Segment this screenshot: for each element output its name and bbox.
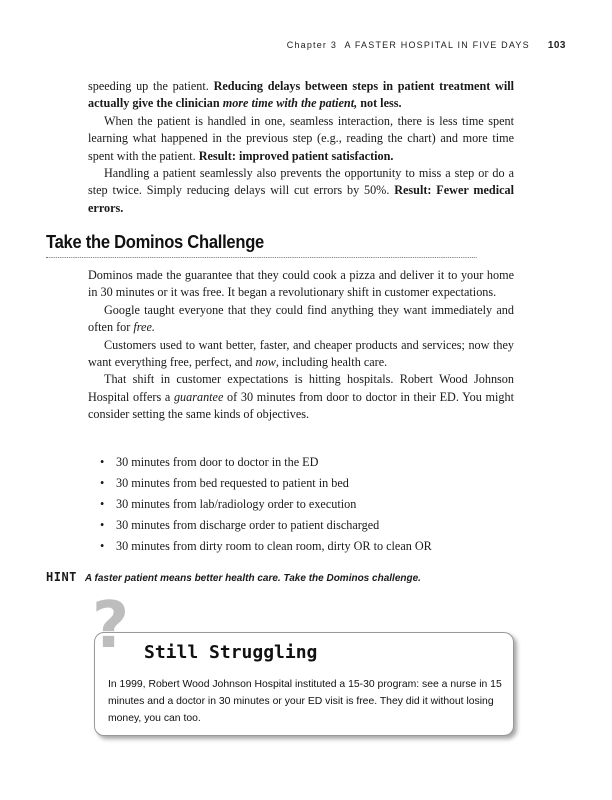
hint-label: HINT xyxy=(46,570,77,584)
page-number: 103 xyxy=(547,40,566,51)
section-heading: Take the Dominos Challenge xyxy=(46,232,477,258)
intro-text xyxy=(88,78,514,217)
list-item: • 30 minutes from dirty room to clean room, dirty OR to clean OR xyxy=(100,536,432,557)
bullet-list xyxy=(100,452,432,557)
section-paragraph-1: Dominos made the guarantee that they could cook a pizza and deliver it to your home in 30 minutes or it was free. It began a revolutionary shift in customer expectations. xyxy=(88,268,514,300)
section-paragraph-2: Google taught everyone that they could find anything they want immediately and often for free. xyxy=(88,302,514,335)
list-item: • 30 minutes from door to doctor in the ED xyxy=(100,452,432,473)
intro-paragraph-1: speeding up the patient. Reducing delays between steps in patient treatment will actually give the clinician more time with the patient, not less. xyxy=(88,79,514,111)
list-item: • 30 minutes from lab/radiology order to execution xyxy=(100,494,432,515)
callout-title: Still Struggling xyxy=(144,642,318,663)
hint-note xyxy=(46,570,421,584)
callout-text: In 1999, Robert Wood Johnson Hospital instituted a 15-30 program: see a nurse in 15 minutes and a doctor in 30 minutes or your ED visit is free. They did it without losing money, you can too. xyxy=(108,679,502,724)
hint-text: A faster patient means better health care. Take the Dominos challenge. xyxy=(84,573,421,584)
section-text xyxy=(88,267,514,424)
chapter-title: A FASTER HOSPITAL IN FIVE DAYS xyxy=(344,40,530,50)
section-paragraph-4: That shift in customer expectations is hitting hospitals. Robert Wood Johnson Hospital offers a guarantee of 30 minutes from door to doctor in their ED. You might consider setting the same kinds of objectives. xyxy=(88,372,514,422)
list-item: • 30 minutes from bed requested to patient in bed xyxy=(100,473,432,494)
intro-paragraph-3: Handling a patient seamlessly also prevents the opportunity to miss a step or do a step twice. Simply reducing delays will cut errors by 50%. Result: Fewer medical errors. xyxy=(88,166,514,215)
section-paragraph-3: Customers used to want better, faster, and cheaper products and services; now they want everything free, perfect, and now, including health care. xyxy=(88,337,514,370)
running-header xyxy=(287,40,566,51)
question-mark-icon: ? xyxy=(92,589,130,663)
list-item: • 30 minutes from discharge order to patient discharged xyxy=(100,515,432,536)
intro-paragraph-2: When the patient is handled in one, seamless interaction, there is less time spent learning what happened in the previous step (e.g., reading the chart) and more time spent with the patient. Result: improved patient satisfaction. xyxy=(88,113,514,163)
chapter-label: Chapter 3 xyxy=(286,40,338,50)
